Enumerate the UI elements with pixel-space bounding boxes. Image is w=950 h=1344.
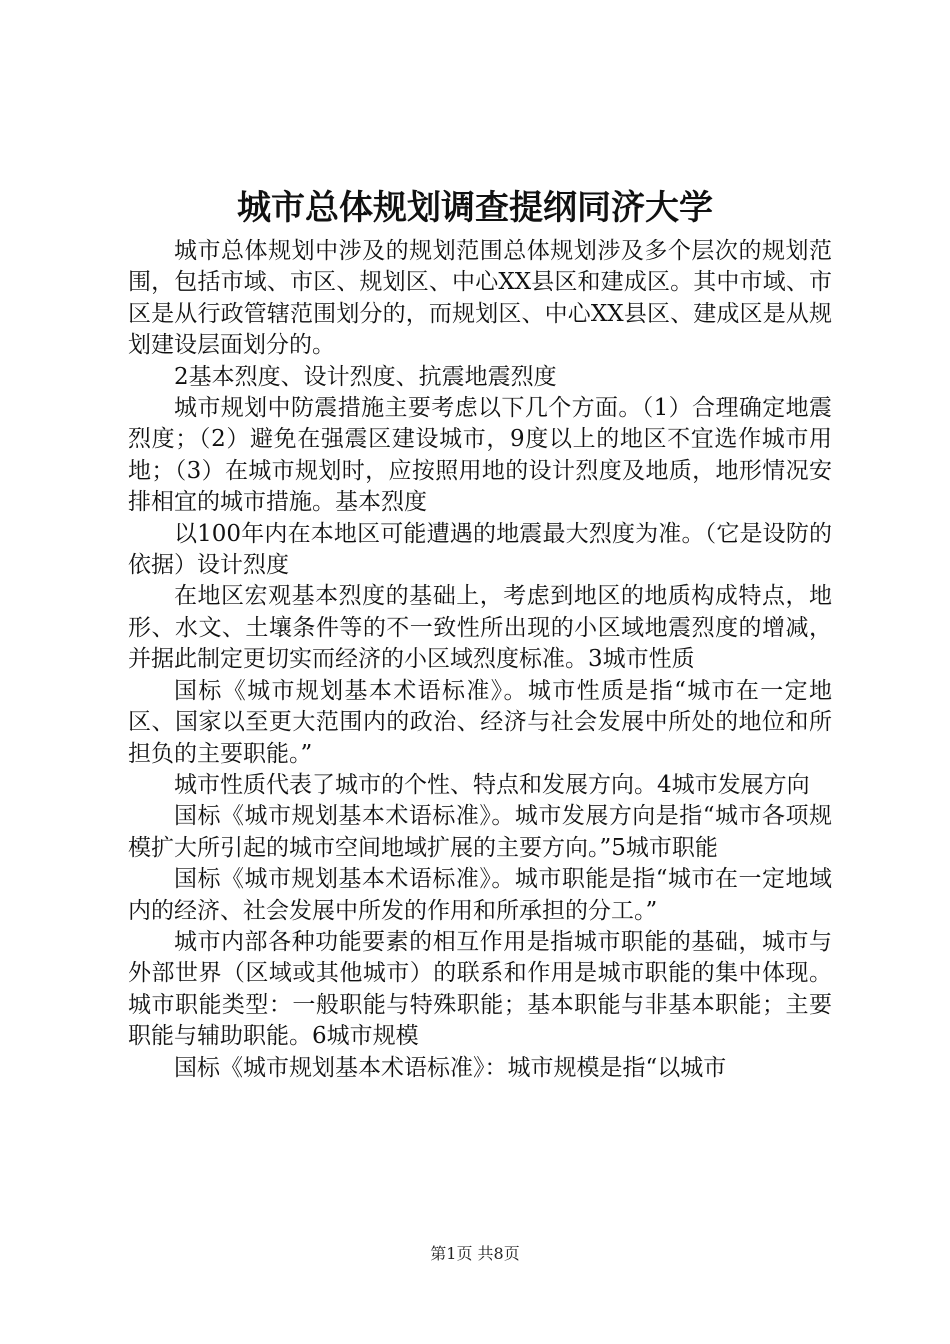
paragraph: 国标《城市规划基本术语标准》。城市性质是指“城市在一定地区、国家以至更大范围内的政治、经济与社会发展中所处的地位和所担负的主要职能。”	[128, 677, 832, 767]
paragraph: 城市性质代表了城市的个性、特点和发展方向。4城市发展方向	[174, 771, 810, 798]
document-body	[128, 236, 832, 1084]
paragraph: 国标《城市规划基本术语标准》。城市发展方向是指“城市各项规模扩大所引起的城市空间地域扩展的主要方向。”5城市职能	[128, 803, 832, 861]
document-title: 城市总体规划调查提纲同济大学	[237, 188, 713, 228]
paragraph: 2基本烈度、设计烈度、抗震地震烈度	[174, 363, 557, 390]
paragraph: 城市总体规划中涉及的规划范围总体规划涉及多个层次的规划范围，包括市域、市区、规划区、中心XX县区和建成区。其中市域、市区是从行政管辖范围划分的，而规划区、中心XX县区、建成区是从规划建设层面划分的。	[128, 238, 832, 359]
paragraph: 城市规划中防震措施主要考虑以下几个方面。（1）合理确定地震烈度；（2）避免在强震区建设城市，9度以上的地区不宜选作城市用地；（3）在城市规划时，应按照用地的设计烈度及地质，地形情况安排相宜的城市措施。基本烈度	[128, 395, 832, 516]
paragraph: 在地区宏观基本烈度的基础上，考虑到地区的地质构成特点，地形、水文、土壤条件等的不一致性所出现的小区域地震烈度的增减，并据此制定更切实而经济的小区域烈度标准。3城市性质	[128, 583, 832, 673]
paragraph: 以100年内在本地区可能遭遇的地震最大烈度为准。（它是设防的依据）设计烈度	[128, 520, 832, 579]
page-footer: 第1页 共8页	[430, 1244, 520, 1263]
paragraph: 国标《城市规划基本术语标准》：城市规模是指“以城市	[174, 1054, 727, 1081]
paragraph: 城市内部各种功能要素的相互作用是指城市职能的基础，城市与外部世界（区域或其他城市）的联系和作用是城市职能的集中体现。城市职能类型：一般职能与特殊职能；基本职能与非基本职能；主要职能与辅助职能。6城市规模	[128, 928, 832, 1050]
paragraph: 国标《城市规划基本术语标准》。城市职能是指“城市在一定地域内的经济、社会发展中所发的作用和所承担的分工。”	[128, 866, 832, 924]
